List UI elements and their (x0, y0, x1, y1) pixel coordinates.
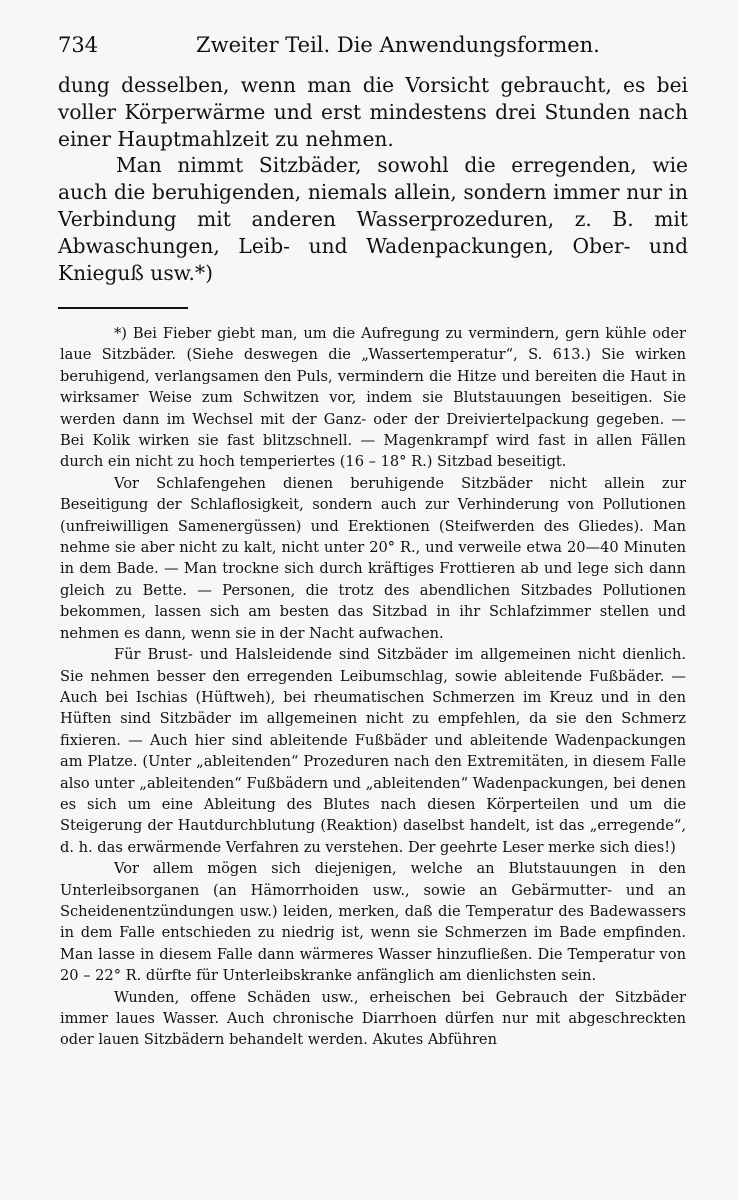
footnote-paragraph: Vor Schlafengehen dienen beruhigende Sitzbäder nicht allein zur Beseitigung der Schlaflosigkeit, sondern auch zur Verhinderung von Pollutionen (unfreiwilligen Samenergüssen) und Erektionen (Steifwerden des Gliedes). Man nehme sie aber nicht zu kalt, nicht unter 20° R., und verweile etwa 20—40 Minuten in dem Bade. — Man trockne sich durch kräftiges Frottieren ab und lege sich dann gleich zu Bette. — Personen, die trotz des abendlichen Sitzbades Pollutionen bekommen, lassen sich am besten das Sitzbad in ihr Schlafzimmer stellen und nehmen es dann, wenn sie in der Nacht aufwachen. (60, 474, 686, 642)
footnote-separator (58, 307, 188, 309)
body-paragraph: dung desselben, wenn man die Vorsicht gebraucht, es bei voller Körperwärme und erst mindestens drei Stunden nach einer Hauptmahlzeit zu nehmen. (58, 73, 688, 151)
main-text (58, 72, 688, 286)
running-head: Zweiter Teil. Die Anwendungsformen. (196, 33, 600, 57)
footnote-paragraph: Wunden, offene Schäden usw., erheischen bei Gebrauch der Sitzbäder immer laues Wasser. Auch chronische Diarrhoen dürfen nur mit abgeschreckten oder lauen Sitzbädern behandelt werden. Akutes Abführen (60, 988, 686, 1049)
footnote-paragraph: Für Brust- und Halsleidende sind Sitzbäder im allgemeinen nicht dienlich. Sie nehmen besser den erregenden Leibumschlag, sowie ableitende Fußbäder. — Auch bei Ischias (Hüftweh), bei rheumatischen Schmerzen im Kreuz und in den Hüften sind Sitzbäder im allgemeinen nicht zu empfehlen, da sie den Schmerz fixieren. — Auch hier sind ableitende Fußbäder und ableitende Wadenpackungen am Platze. (Unter „ableitenden“ Prozeduren nach den Extremitäten, in diesem Falle also unter „ableitenden“ Fußbädern und „ableitenden“ Wadenpackungen, bei denen es sich um eine Ableitung des Blutes nach diesen Körperteilen und um die Steigerung der Hautdurchblutung (Reaktion) daselbst handelt, ist das „erregende“, d. h. das erwärmende Verfahren zu verstehen. Der geehrte Leser merke sich dies!) (60, 646, 686, 856)
page-number: 734 (58, 33, 99, 57)
body-paragraph: Man nimmt Sitzbäder, sowohl die erregenden, wie auch die beruhigenden, niemals allein, sondern immer nur in Verbindung mit anderen Wasserprozeduren, z. B. mit Abwaschungen, Leib- und Wadenpackungen, Ober- und Knieguß usw.*) (58, 153, 688, 285)
page-header (58, 30, 678, 60)
footnote-paragraph: Vor allem mögen sich diejenigen, welche an Blutstauungen in den Unterleibsorganen (an Hämorrhoiden usw., sowie an Gebärmutter- und an Scheidenentzündungen usw.) leiden, merken, daß die Temperatur des Badewassers in dem Falle entschieden zu niedrig ist, wenn sie Schmerzen im Bade empfinden. Man lasse in diesem Falle dann wärmeres Wasser hinzufließen. Die Temperatur von 20 – 22° R. dürfte für Unterleibskranke anfänglich am dienlichsten sein. (60, 860, 686, 985)
footnote-paragraph: *) Bei Fieber giebt man, um die Aufregung zu vermindern, gern kühle oder laue Sitzbäder. (Siehe deswegen die „Wassertemperatur“, S. 613.) Sie wirken beruhigend, verlangsamen den Puls, vermindern die Hitze und bereiten die Haut in wirksamer Weise zum Schwitzen vor, indem sie Blutstauungen beseitigen. Sie werden dann im Wechsel mit der Ganz- oder der Dreiviertelpackung gegeben. — Bei Kolik wirken sie fast blitzschnell. — Magenkrampf wird fast in allen Fällen durch ein nicht zu hoch temperiertes (16 – 18° R.) Sitzbad beseitigt. (60, 325, 686, 471)
footnote-block (60, 323, 686, 1051)
